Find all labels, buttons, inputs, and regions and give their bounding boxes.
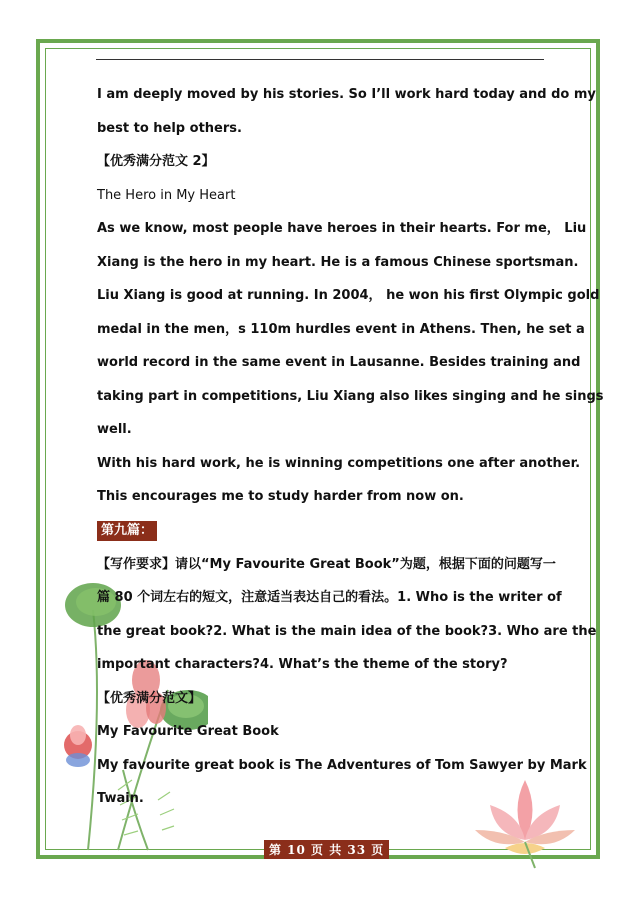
section-label: 第九篇： (97, 521, 157, 541)
text-line: important characters?4. What’s the theme of the story? (97, 657, 508, 672)
text-line: best to help others. (97, 120, 242, 136)
header-rule (96, 59, 544, 60)
text-line: I am deeply moved by his stories. So I’ll work hard today and do my (97, 87, 596, 102)
text-line: My favourite great book is The Adventures of Tom Sawyer by Mark (97, 757, 587, 773)
text-line: Xiang is the hero in my heart. He is a famous Chinese sportsman. (97, 254, 579, 270)
essay-title: My Favourite Great Book (97, 724, 279, 739)
text-line: This encourages me to study harder from now on. (97, 489, 464, 504)
text-line: well. (97, 422, 132, 437)
text-line: Twain. (97, 791, 144, 806)
document-body (97, 78, 604, 816)
text-line: With his hard work, he is winning competitions one after another. (97, 455, 581, 471)
text-line: Liu Xiang is good at running. In 2004， he won his first Olympic gold (97, 288, 600, 303)
text-line: the great book?2. What is the main idea of the book?3. Who are the (97, 623, 597, 639)
writing-requirement: 【写作要求】请以“My Favourite Great Book”为题，根据下面的问题写一 (97, 556, 556, 572)
page-number-footer: 第 10 页 共 33 页 (264, 840, 389, 859)
essay-title: The Hero in My Heart (97, 187, 236, 203)
text-line: As we know, most people have heroes in their hearts. For me， Liu (97, 221, 587, 236)
text-line: taking part in competitions, Liu Xiang also likes singing and he sings (97, 388, 604, 404)
text-line: 篇 80 个词左右的短文，注意适当表达自己的看法。1. Who is the writer of (97, 590, 562, 605)
sample-essay-heading: 【优秀满分范文】 (97, 690, 202, 706)
text-line: medal in the men，s 110m hurdles event in Athens. Then, he set a (97, 321, 585, 337)
sample-essay-heading: 【优秀满分范文 2】 (97, 154, 215, 169)
text-line: world record in the same event in Lausanne. Besides training and (97, 355, 581, 370)
